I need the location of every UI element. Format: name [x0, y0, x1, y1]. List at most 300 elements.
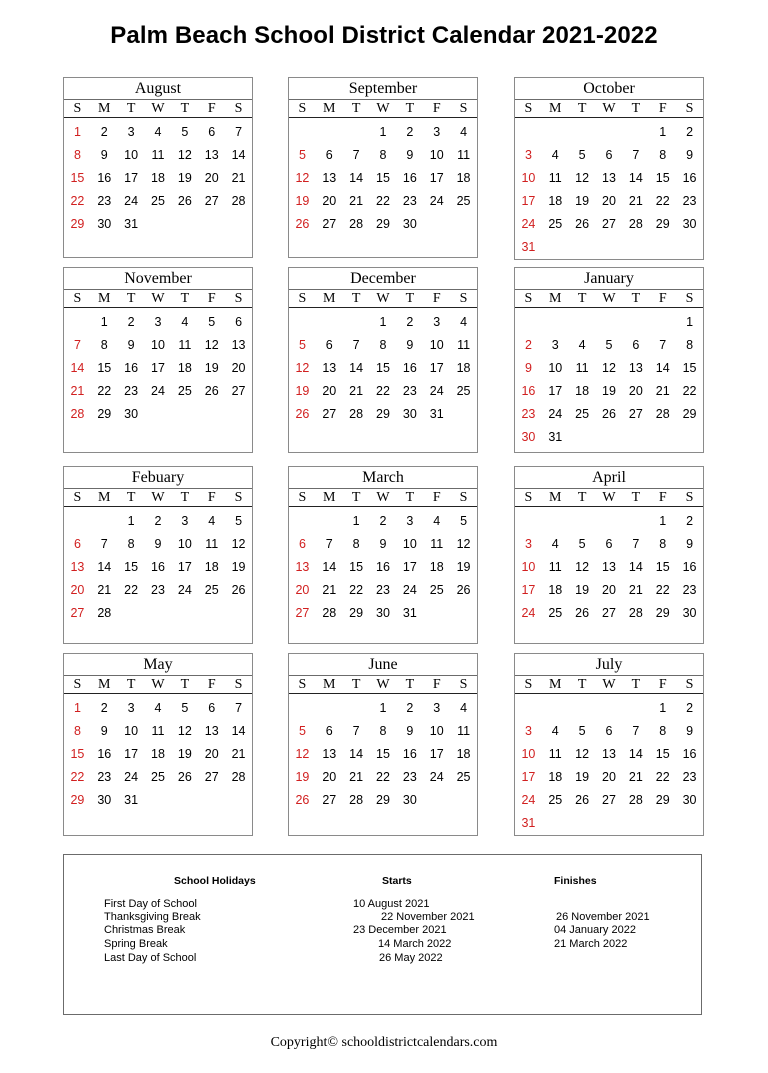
holiday-name: Thanksgiving Break [104, 911, 201, 923]
day-cell: 9 [686, 723, 694, 738]
day-cell: 24 [151, 383, 165, 398]
day-cell: 24 [429, 769, 444, 784]
day-cell: 17 [151, 360, 165, 375]
day-cell: 16 [682, 170, 697, 185]
day-cell: 24 [521, 216, 536, 231]
weekday-label: F [432, 291, 441, 306]
weekday-label: T [126, 291, 136, 306]
empty-cell [596, 120, 623, 143]
day-cell: 28 [97, 605, 112, 620]
weekday-label: T [126, 677, 136, 692]
day-cell: 14 [628, 170, 643, 185]
weekday-label: T [126, 490, 136, 505]
day-cell: 29 [97, 406, 112, 421]
day-cell: 8 [100, 337, 108, 352]
day-cell: 8 [73, 147, 81, 162]
days-grid [515, 118, 703, 258]
day-cell: 16 [682, 746, 697, 761]
days-grid [515, 694, 703, 834]
day-cell: 4 [460, 700, 468, 715]
day-cell: 29 [376, 216, 390, 231]
day-cell: 10 [521, 170, 536, 185]
day-cell: 17 [521, 193, 536, 208]
day-cell: 22 [70, 193, 85, 208]
day-cell: 2 [154, 513, 162, 528]
day-cell: 29 [655, 216, 670, 231]
day-cell: 25 [151, 193, 165, 208]
holidays-header-starts: Starts [382, 875, 412, 887]
weekday-label: T [631, 490, 641, 505]
day-cell: 23 [402, 383, 417, 398]
day-cell: 11 [151, 723, 165, 738]
day-cell: 20 [322, 383, 337, 398]
day-cell: 28 [70, 406, 85, 421]
day-cell: 4 [551, 723, 559, 738]
day-cell: 22 [124, 582, 139, 597]
day-cell: 11 [548, 746, 562, 761]
weekday-label: F [658, 490, 667, 505]
copyright-footer: Copyright© schooldistrictcalendars.com [270, 1035, 498, 1050]
day-cell: 6 [325, 723, 333, 738]
holiday-finish: 21 March 2022 [554, 938, 628, 950]
day-cell: 25 [548, 792, 563, 807]
day-cell: 22 [655, 582, 670, 597]
day-cell: 7 [352, 723, 360, 738]
day-cell: 29 [70, 216, 85, 231]
day-cell: 26 [204, 383, 219, 398]
weekday-header [64, 488, 252, 507]
day-cell: 1 [379, 700, 387, 715]
day-cell: 6 [605, 723, 613, 738]
day-cell: 3 [433, 124, 441, 139]
day-cell: 16 [402, 170, 417, 185]
day-cell: 22 [376, 383, 390, 398]
day-cell: 13 [70, 559, 85, 574]
weekday-header [64, 289, 252, 308]
day-cell: 9 [154, 536, 162, 551]
day-cell: 3 [181, 513, 189, 528]
empty-cell [515, 310, 542, 333]
weekday-label: T [405, 101, 415, 116]
day-cell: 19 [231, 559, 246, 574]
holiday-name: First Day of School [104, 898, 197, 910]
day-cell: 11 [548, 170, 562, 185]
day-cell: 22 [97, 383, 112, 398]
holidays-header-name: School Holidays [174, 875, 256, 887]
day-cell: 5 [298, 723, 306, 738]
weekday-label: W [376, 677, 390, 692]
day-cell: 18 [204, 559, 219, 574]
day-cell: 16 [402, 746, 417, 761]
day-cell: 10 [548, 360, 563, 375]
day-cell: 30 [376, 605, 390, 620]
day-cell: 13 [204, 723, 219, 738]
weekday-label: W [602, 677, 616, 692]
day-cell: 12 [204, 337, 219, 352]
weekday-label: S [234, 490, 243, 505]
day-cell: 13 [204, 147, 219, 162]
weekday-label: M [98, 490, 111, 505]
day-cell: 9 [379, 536, 387, 551]
day-cell: 5 [605, 337, 613, 352]
day-cell: 24 [124, 193, 139, 208]
month-name: November [124, 270, 192, 287]
day-cell: 11 [457, 337, 471, 352]
day-cell: 28 [349, 792, 364, 807]
day-cell: 5 [298, 147, 306, 162]
day-cell: 22 [349, 582, 364, 597]
day-cell: 29 [376, 792, 390, 807]
day-cell: 15 [97, 360, 112, 375]
empty-cell [289, 696, 316, 719]
day-cell: 1 [659, 124, 667, 139]
empty-cell [596, 696, 623, 719]
day-cell: 25 [548, 605, 563, 620]
day-cell: 27 [602, 792, 616, 807]
day-cell: 14 [231, 147, 246, 162]
day-cell: 27 [602, 605, 616, 620]
empty-cell [289, 509, 316, 532]
day-cell: 12 [456, 536, 471, 551]
day-cell: 26 [295, 216, 310, 231]
day-cell: 1 [100, 314, 108, 329]
weekday-header [289, 675, 477, 694]
day-cell: 4 [551, 536, 559, 551]
holiday-name: Spring Break [104, 938, 168, 950]
day-cell: 15 [376, 746, 390, 761]
day-cell: 21 [231, 170, 246, 185]
days-grid [289, 118, 477, 235]
day-cell: 8 [379, 337, 387, 352]
day-cell: 10 [124, 723, 139, 738]
weekday-header [64, 99, 252, 118]
month-april [514, 466, 704, 644]
day-cell: 15 [682, 360, 697, 375]
weekday-label: W [376, 490, 390, 505]
day-cell: 2 [524, 337, 532, 352]
day-cell: 22 [376, 769, 390, 784]
day-cell: 6 [235, 314, 243, 329]
weekday-label: W [151, 677, 165, 692]
day-cell: 16 [97, 170, 112, 185]
day-cell: 11 [457, 147, 471, 162]
days-grid [64, 118, 252, 235]
day-cell: 7 [632, 147, 640, 162]
day-cell: 19 [295, 383, 310, 398]
day-cell: 16 [521, 383, 536, 398]
day-cell: 25 [575, 406, 590, 421]
day-cell: 23 [97, 193, 112, 208]
day-cell: 30 [124, 406, 139, 421]
day-cell: 18 [177, 360, 192, 375]
day-cell: 6 [73, 536, 81, 551]
weekday-label: S [459, 677, 468, 692]
day-cell: 21 [349, 193, 364, 208]
day-cell: 29 [655, 792, 670, 807]
day-cell: 5 [578, 536, 586, 551]
day-cell: 31 [521, 239, 536, 254]
day-cell: 18 [151, 170, 165, 185]
weekday-label: S [234, 677, 243, 692]
empty-cell [649, 310, 676, 333]
day-cell: 10 [151, 337, 165, 352]
weekday-label: T [631, 291, 641, 306]
day-cell: 20 [204, 746, 219, 761]
day-cell: 16 [682, 559, 697, 574]
day-cell: 13 [602, 559, 616, 574]
day-cell: 8 [127, 536, 135, 551]
day-cell: 11 [548, 559, 562, 574]
day-cell: 7 [73, 337, 81, 352]
day-cell: 5 [235, 513, 243, 528]
page-title: Palm Beach School District Calendar 2021-2022 [110, 22, 658, 49]
weekday-label: S [234, 291, 243, 306]
day-cell: 20 [231, 360, 246, 375]
day-cell: 26 [575, 605, 590, 620]
day-cell: 4 [551, 147, 559, 162]
weekday-label: T [180, 490, 190, 505]
day-cell: 23 [521, 406, 536, 421]
day-cell: 25 [456, 769, 471, 784]
month-name: July [595, 656, 623, 673]
day-cell: 15 [655, 746, 670, 761]
day-cell: 12 [295, 170, 310, 185]
day-cell: 21 [322, 582, 337, 597]
day-cell: 27 [70, 605, 85, 620]
weekday-label: T [577, 677, 587, 692]
day-cell: 29 [655, 605, 670, 620]
day-cell: 9 [686, 147, 694, 162]
weekday-label: T [351, 101, 361, 116]
weekday-label: F [207, 677, 216, 692]
empty-cell [64, 310, 91, 333]
weekday-label: S [459, 490, 468, 505]
empty-cell [622, 509, 649, 532]
day-cell: 27 [204, 769, 219, 784]
day-cell: 14 [349, 360, 364, 375]
empty-cell [622, 120, 649, 143]
day-cell: 7 [659, 337, 667, 352]
weekday-label: W [151, 490, 165, 505]
day-cell: 13 [628, 360, 643, 375]
day-cell: 30 [402, 406, 417, 421]
day-cell: 31 [548, 429, 563, 444]
day-cell: 28 [231, 769, 246, 784]
day-cell: 31 [402, 605, 417, 620]
day-cell: 24 [521, 605, 536, 620]
day-cell: 31 [124, 216, 139, 231]
day-cell: 19 [602, 383, 616, 398]
day-cell: 20 [602, 582, 616, 597]
day-cell: 3 [127, 124, 135, 139]
day-cell: 12 [575, 170, 590, 185]
day-cell: 22 [376, 193, 390, 208]
day-cell: 12 [177, 723, 192, 738]
day-cell: 15 [376, 360, 390, 375]
weekday-label: W [376, 101, 390, 116]
day-cell: 8 [352, 536, 360, 551]
day-cell: 27 [322, 216, 337, 231]
weekday-label: S [459, 101, 468, 116]
day-cell: 20 [602, 193, 616, 208]
day-cell: 23 [402, 193, 417, 208]
weekday-label: T [351, 677, 361, 692]
weekday-label: T [577, 490, 587, 505]
day-cell: 2 [379, 513, 387, 528]
weekday-label: M [549, 101, 562, 116]
day-cell: 13 [322, 746, 337, 761]
day-cell: 6 [208, 124, 216, 139]
day-cell: 8 [379, 147, 387, 162]
day-cell: 31 [429, 406, 444, 421]
day-cell: 24 [402, 582, 417, 597]
empty-cell [542, 120, 569, 143]
empty-cell [64, 509, 91, 532]
day-cell: 21 [70, 383, 85, 398]
weekday-label: F [207, 101, 216, 116]
day-cell: 13 [231, 337, 246, 352]
day-cell: 20 [204, 170, 219, 185]
day-cell: 6 [208, 700, 216, 715]
holiday-start: 23 December 2021 [353, 924, 447, 936]
weekday-label: S [685, 101, 694, 116]
weekday-header [289, 488, 477, 507]
day-cell: 24 [429, 383, 444, 398]
day-cell: 6 [325, 337, 333, 352]
weekday-label: W [376, 291, 390, 306]
day-cell: 8 [686, 337, 694, 352]
day-cell: 8 [659, 723, 667, 738]
weekday-label: M [323, 291, 336, 306]
weekday-label: T [631, 101, 641, 116]
month-march [288, 466, 478, 644]
days-grid [64, 507, 252, 624]
weekday-label: W [602, 101, 616, 116]
day-cell: 11 [457, 723, 471, 738]
day-cell: 5 [208, 314, 216, 329]
day-cell: 28 [349, 216, 364, 231]
weekday-label: S [73, 101, 82, 116]
weekday-label: F [432, 677, 441, 692]
weekday-label: M [549, 677, 562, 692]
day-cell: 7 [632, 536, 640, 551]
day-cell: 7 [352, 147, 360, 162]
day-cell: 26 [575, 792, 590, 807]
day-cell: 3 [433, 700, 441, 715]
day-cell: 13 [602, 746, 616, 761]
day-cell: 27 [322, 792, 337, 807]
day-cell: 18 [548, 769, 563, 784]
weekday-header [515, 675, 703, 694]
day-cell: 26 [602, 406, 616, 421]
day-cell: 17 [124, 746, 139, 761]
day-cell: 17 [429, 170, 444, 185]
weekday-label: S [524, 490, 533, 505]
weekday-label: T [180, 101, 190, 116]
empty-cell [515, 509, 542, 532]
day-cell: 2 [406, 124, 414, 139]
empty-cell [289, 120, 316, 143]
day-cell: 28 [349, 406, 364, 421]
day-cell: 22 [655, 769, 670, 784]
weekday-label: T [405, 490, 415, 505]
day-cell: 26 [177, 193, 192, 208]
day-cell: 30 [682, 216, 697, 231]
day-cell: 4 [154, 700, 162, 715]
weekday-label: T [351, 291, 361, 306]
weekday-label: T [126, 101, 136, 116]
day-cell: 20 [602, 769, 616, 784]
weekday-label: T [405, 677, 415, 692]
day-cell: 11 [575, 360, 589, 375]
weekday-label: S [298, 101, 307, 116]
day-cell: 2 [100, 124, 108, 139]
day-cell: 2 [686, 513, 694, 528]
empty-cell [542, 509, 569, 532]
day-cell: 15 [70, 170, 85, 185]
weekday-label: M [98, 677, 111, 692]
day-cell: 5 [578, 723, 586, 738]
day-cell: 6 [605, 147, 613, 162]
weekday-label: T [351, 490, 361, 505]
month-name: December [350, 270, 416, 287]
empty-cell [596, 310, 623, 333]
weekday-label: F [432, 490, 441, 505]
weekday-label: W [151, 291, 165, 306]
day-cell: 1 [379, 314, 387, 329]
day-cell: 4 [181, 314, 189, 329]
day-cell: 22 [70, 769, 85, 784]
weekday-label: S [234, 101, 243, 116]
day-cell: 4 [208, 513, 216, 528]
day-cell: 24 [177, 582, 192, 597]
day-cell: 21 [628, 769, 643, 784]
month-name: June [368, 656, 398, 673]
weekday-label: M [549, 490, 562, 505]
weekday-label: T [405, 291, 415, 306]
month-name: March [362, 469, 404, 486]
day-cell: 8 [659, 536, 667, 551]
day-cell: 27 [231, 383, 246, 398]
weekday-label: T [577, 291, 587, 306]
weekday-label: F [658, 291, 667, 306]
day-cell: 4 [578, 337, 586, 352]
weekday-label: S [73, 677, 82, 692]
weekday-label: M [98, 291, 111, 306]
day-cell: 25 [151, 769, 165, 784]
day-cell: 3 [406, 513, 414, 528]
empty-cell [569, 120, 596, 143]
days-grid [289, 694, 477, 811]
day-cell: 12 [575, 559, 590, 574]
day-cell: 5 [460, 513, 468, 528]
empty-cell [343, 310, 370, 333]
weekday-label: S [73, 490, 82, 505]
day-cell: 31 [521, 815, 536, 830]
weekday-label: M [323, 101, 336, 116]
day-cell: 2 [686, 124, 694, 139]
month-september [288, 77, 478, 258]
day-cell: 22 [655, 193, 670, 208]
holiday-start: 14 March 2022 [378, 938, 452, 950]
holiday-finish: 04 January 2022 [554, 924, 636, 936]
empty-cell [515, 120, 542, 143]
day-cell: 14 [349, 170, 364, 185]
weekday-header [515, 488, 703, 507]
day-cell: 11 [430, 536, 444, 551]
weekday-label: W [602, 490, 616, 505]
month-october [514, 77, 704, 260]
